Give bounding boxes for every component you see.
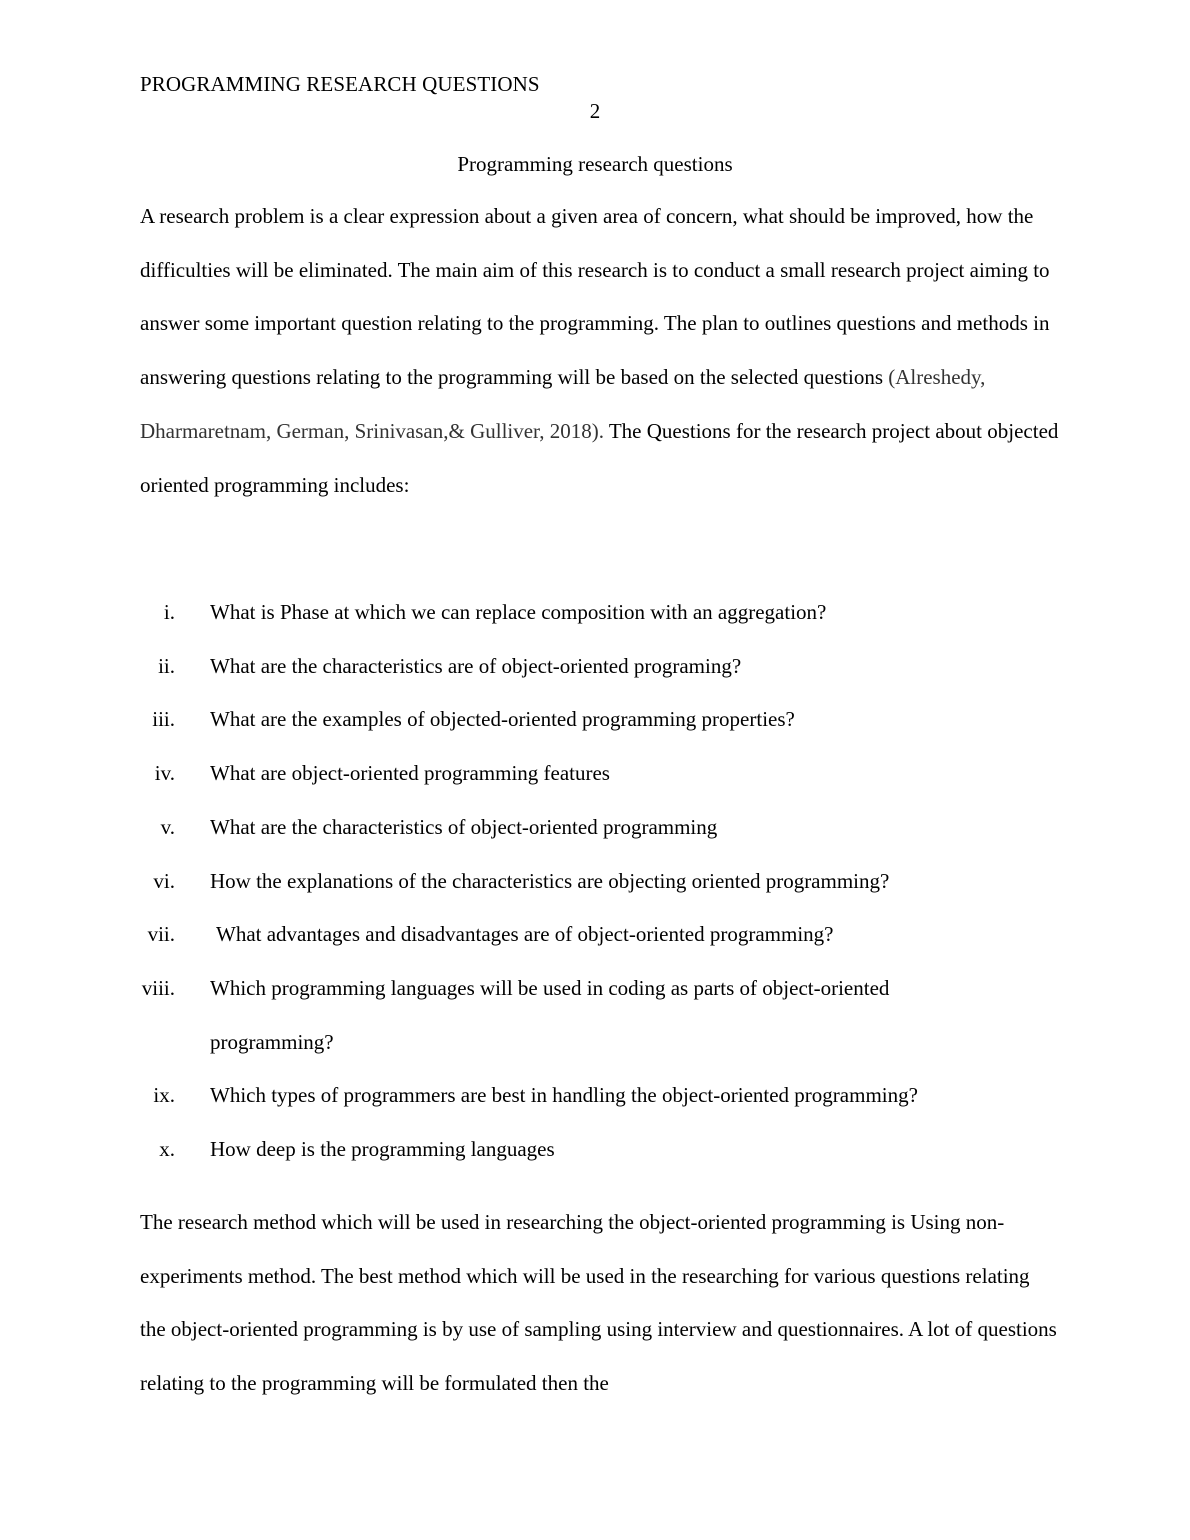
- question-number: viii.: [141, 975, 175, 1000]
- question-text: What are the characteristics are of object-oriented programing?: [210, 653, 742, 678]
- question-number: ix.: [153, 1083, 175, 1108]
- question-number: vii.: [147, 922, 175, 947]
- question-text: Which programming languages will be used in coding as parts of object-oriented programming?: [210, 975, 890, 1054]
- intro-text: A research problem is a clear expression about a given area of concern, what should be improved, how the difficulties will be eliminated. The main aim of this research is to conduct a small research project aiming to answer some important question relating to the programming. The plan to outlines questions and methods in answering questions relating to the programming will be based on the selected questions: [140, 204, 1050, 390]
- question-text: What advantages and disadvantages are of object-oriented programming?: [216, 922, 834, 947]
- question-item: [0, 586, 1190, 640]
- question-text: What are the examples of objected-oriented programming properties?: [210, 707, 795, 732]
- question-number: v.: [160, 814, 175, 839]
- citation: (Alreshedy, Dharmaretnam, German, Srinivasan,& Gulliver, 2018).: [140, 365, 986, 443]
- question-item: [0, 962, 1190, 1069]
- question-number: vi.: [153, 868, 175, 893]
- question-text: Which types of programmers are best in handling the object-oriented programming?: [210, 1083, 918, 1108]
- question-text: What is Phase at which we can replace composition with an aggregation?: [210, 600, 827, 624]
- question-item: [0, 908, 1190, 962]
- question-text: How the explanations of the characteristics are objecting oriented programming?: [210, 868, 890, 893]
- intro-text-continued: The Questions for the research project about objected oriented programming includes:: [140, 418, 1059, 497]
- question-item: [0, 1069, 1190, 1123]
- question-item: [0, 747, 1190, 801]
- method-paragraph: The research method which will be used in researching the object-oriented programming is Using non-experiments method. The best method which will be used in the researching for various questions relating the object-oriented programming is by use of sampling using interview and questionnaires. A lot of questions relating to the programming will be formulated then the: [140, 1210, 1057, 1396]
- question-text: How deep is the programming languages: [210, 1137, 555, 1162]
- question-number: x.: [159, 1137, 175, 1162]
- question-item: [0, 801, 1190, 855]
- document-title: Programming research questions: [457, 152, 733, 176]
- question-number: i.: [163, 600, 175, 624]
- question-item: [0, 640, 1190, 694]
- question-text: What are the characteristics of object-oriented programming: [210, 814, 718, 839]
- question-item: [0, 1123, 1190, 1177]
- question-item: [0, 693, 1190, 747]
- running-head: PROGRAMMING RESEARCH QUESTIONS: [140, 72, 540, 96]
- page-number: 2: [589, 99, 601, 123]
- intro-paragraph: [140, 190, 1060, 512]
- question-number: ii.: [158, 653, 175, 678]
- question-item: [0, 855, 1190, 909]
- question-number: iii.: [152, 707, 175, 732]
- question-number: iv.: [154, 761, 175, 786]
- research-questions-list: [0, 586, 1190, 1177]
- question-text: What are object-oriented programming features: [210, 761, 610, 786]
